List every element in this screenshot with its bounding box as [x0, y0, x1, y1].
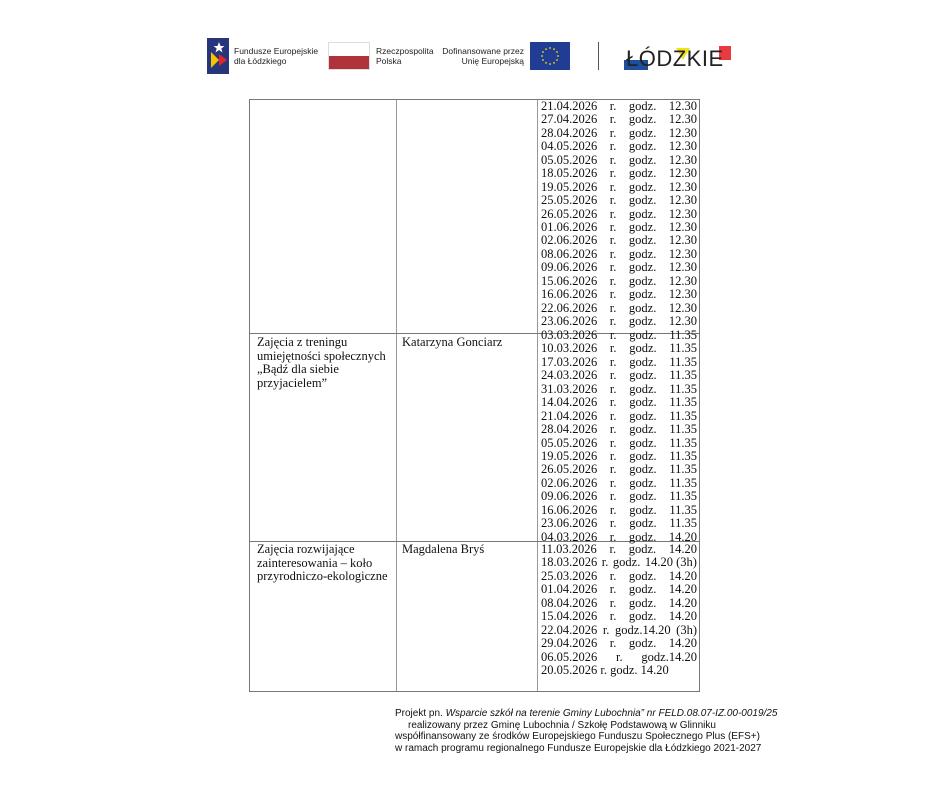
year-abbrev: r. [609, 300, 617, 315]
date-entry [541, 423, 697, 436]
year-abbrev: r. [609, 246, 617, 261]
date-value: 21.04.2026 [541, 99, 598, 113]
date-value: 08.04.2026 [541, 595, 598, 610]
time-value: 11.35 [669, 395, 697, 410]
time-label: godz. [628, 219, 657, 234]
time-label: godz. [628, 260, 657, 275]
date-entry [541, 181, 697, 194]
teacher-cell: Magdalena Bryś [402, 542, 485, 556]
time-label: godz. [628, 273, 657, 288]
rp-logo-text [376, 46, 434, 66]
year-abbrev: r. [609, 516, 617, 531]
time-label: godz. [628, 595, 657, 610]
time-value: 11.35 [669, 489, 697, 504]
eu-flag-icon [530, 42, 570, 70]
date-value: 02.06.2026 [541, 233, 598, 248]
year-abbrev: r. [609, 381, 617, 396]
time-value: 12.30 [668, 112, 697, 127]
schedule-table [249, 99, 700, 692]
date-value: 28.04.2026 [541, 125, 598, 140]
year-abbrev: r. [609, 609, 617, 624]
date-value: 17.03.2026 [541, 354, 598, 369]
time-value: 14.20 [668, 542, 697, 556]
time-value: 12.30 [668, 193, 697, 208]
time-value: 14.20 [668, 529, 697, 544]
fe-line2: dla Łódzkiego [234, 56, 287, 66]
time-label: godz.14.20 [615, 622, 671, 637]
date-value: 19.05.2026 [541, 179, 598, 194]
fundusze-europejskie-logo-icon [207, 38, 229, 74]
date-entry [541, 167, 697, 180]
year-abbrev: r. [609, 448, 617, 463]
year-abbrev: r. [609, 179, 617, 194]
date-entry [541, 154, 697, 167]
date-entry [541, 127, 697, 140]
column-divider [396, 100, 397, 691]
date-entry [541, 288, 697, 301]
date-value: 10.03.2026 [541, 341, 598, 356]
dof-line1: Dofinansowane przez [442, 46, 524, 56]
time-label: godz. [628, 139, 657, 154]
activity-line: Zajęcia rozwijające [257, 542, 355, 556]
date-entry [541, 396, 697, 409]
date-entry [541, 556, 697, 569]
date-entry [541, 624, 697, 637]
time-label: godz. [629, 502, 657, 517]
year-abbrev: r. [609, 260, 617, 275]
date-value: 28.04.2026 [541, 422, 598, 437]
time-label: godz. [629, 328, 657, 342]
date-entry [541, 100, 697, 113]
teacher-cell: Katarzyna Gonciarz [402, 335, 503, 349]
time-value: 12.30 [668, 125, 697, 140]
year-abbrev: r. [609, 636, 617, 651]
year-abbrev: r. [609, 219, 617, 234]
date-value: 22.04.2026 [541, 622, 598, 637]
time-label: godz. [629, 422, 657, 437]
date-value: 18.03.2026 [541, 555, 598, 570]
polish-flag-icon [328, 42, 370, 70]
year-abbrev: r. [609, 489, 617, 504]
date-entry [541, 261, 697, 274]
project-footer [395, 708, 777, 754]
time-value: 12.30 [668, 179, 697, 194]
time-value: 12.30 [668, 99, 697, 113]
date-value: 14.04.2026 [541, 395, 598, 410]
year-abbrev: r. [609, 328, 617, 342]
year-abbrev: r. [609, 206, 617, 221]
time-label: godz. [628, 636, 657, 651]
activity-line: zainteresowania – koło [257, 555, 373, 570]
time-value: 14.20 [668, 609, 697, 624]
year-abbrev: r. [609, 408, 617, 423]
date-value: 01.06.2026 [541, 219, 598, 234]
time-label: godz. [628, 542, 657, 556]
date-entry [541, 315, 697, 328]
time-value: (3h) [676, 622, 697, 637]
date-value: 08.06.2026 [541, 246, 598, 261]
date-entry [541, 664, 697, 677]
year-abbrev: r. [609, 462, 617, 477]
date-entry [541, 342, 697, 355]
year-abbrev: r. [609, 273, 617, 288]
year-abbrev: r. [609, 582, 617, 597]
time-value: 12.30 [668, 166, 697, 181]
time-value: 14.20 [668, 595, 697, 610]
rp-line2: Polska [376, 56, 402, 66]
time-value: 12.30 [668, 273, 697, 288]
year-abbrev: r. [609, 99, 617, 113]
date-value: 18.05.2026 [541, 166, 598, 181]
time-value: 14.20 [668, 568, 697, 583]
time-label: godz. [628, 112, 657, 127]
date-entry [541, 437, 697, 450]
date-entry [541, 302, 697, 315]
time-label: godz. [629, 516, 657, 531]
lodzkie-logo-icon [624, 40, 734, 72]
year-abbrev: r. [609, 139, 617, 154]
date-value: 31.03.2026 [541, 381, 598, 396]
dates-cell-row-3 [541, 543, 697, 677]
time-label: godz. [628, 99, 657, 113]
date-value: 19.05.2026 [541, 448, 598, 463]
column-divider [537, 100, 538, 691]
date-entry [541, 383, 697, 396]
footer-line-1 [395, 708, 777, 720]
time-label: godz. [628, 152, 657, 167]
time-value: 11.35 [669, 408, 697, 423]
year-abbrev: r. [609, 395, 617, 410]
year-abbrev: r. [609, 166, 617, 181]
time-label: godz. [628, 233, 657, 248]
time-value: 12.30 [668, 233, 697, 248]
date-value: 26.05.2026 [541, 462, 598, 477]
date-value: 01.04.2026 [541, 582, 598, 597]
time-label: godz. [628, 314, 657, 328]
time-value: 11.35 [669, 502, 697, 517]
eu-cofinanced-text [430, 46, 524, 66]
project-title: Wsparcie szkół na terenie Gminy Lubochnia” nr FELD.08.07-IZ.00-0019/25 [445, 708, 778, 719]
footer-line-4: w ramach programu regionalnego Fundusze Europejskie dla Łódzkiego 2021-2027 [395, 742, 762, 754]
year-abbrev: r. [609, 314, 617, 328]
time-label: godz. [629, 462, 657, 477]
activity-line: Zajęcia z treningu [257, 335, 348, 349]
year-abbrev: r. [609, 475, 617, 490]
logo-divider [598, 42, 599, 70]
date-value: 11.03.2026 [541, 542, 597, 556]
time-value: 11.35 [669, 435, 697, 450]
year-abbrev: r. [609, 193, 617, 208]
time-label: godz. [628, 166, 657, 181]
activity-cell [257, 336, 395, 390]
date-value: 20.05.2026 r. godz. 14.20 [541, 662, 669, 677]
time-label: godz. [628, 300, 657, 315]
date-entry [541, 113, 697, 126]
time-value: 14.20 [668, 636, 697, 651]
date-entry [541, 221, 697, 234]
date-value: 21.04.2026 [541, 408, 598, 423]
fe-logo-text [234, 46, 318, 66]
year-abbrev: r. [616, 649, 623, 664]
time-label: godz. [629, 341, 657, 356]
activity-line: przyjacielem” [257, 375, 328, 390]
date-entry [541, 570, 697, 583]
date-value: 04.03.2026 [541, 529, 598, 544]
date-value: 09.06.2026 [541, 260, 598, 275]
dates-cell-row-2 [541, 329, 697, 544]
date-value: 22.06.2026 [541, 300, 598, 315]
date-entry [541, 234, 697, 247]
time-label: godz. [628, 609, 657, 624]
year-abbrev: r. [609, 287, 617, 302]
date-entry [541, 517, 697, 530]
year-abbrev: r. [609, 568, 617, 583]
date-value: 24.03.2026 [541, 368, 598, 383]
year-abbrev: r. [609, 502, 617, 517]
time-value: 12.30 [668, 300, 697, 315]
dates-cell-row-1 [541, 100, 697, 328]
time-value: 12.30 [668, 152, 697, 167]
time-label: godz.14.20 [641, 649, 697, 664]
date-entry [541, 356, 697, 369]
time-value: 11.35 [669, 448, 697, 463]
date-value: 02.06.2026 [541, 475, 598, 490]
year-abbrev: r. [609, 435, 617, 450]
time-value: 12.30 [668, 139, 697, 154]
time-label: godz. [612, 555, 641, 570]
time-label: godz. [629, 448, 657, 463]
activity-line: „Bądź dla siebie [257, 362, 339, 376]
date-entry [541, 583, 697, 596]
date-entry [541, 248, 697, 261]
time-label: godz. [628, 582, 657, 597]
year-abbrev: r. [609, 152, 617, 167]
year-abbrev: r. [609, 595, 617, 610]
time-value: 12.30 [668, 260, 697, 275]
date-entry [541, 194, 697, 207]
footer-line-2: realizowany przez Gminę Lubochnia / Szkołę Podstawową w Glinniku [408, 719, 716, 731]
date-entry [541, 450, 697, 463]
date-entry [541, 477, 697, 490]
time-value: 11.35 [669, 516, 697, 531]
time-value: 14.20 [668, 582, 697, 597]
time-label: godz. [628, 179, 657, 194]
date-entry [541, 208, 697, 221]
date-value: 23.06.2026 [541, 314, 598, 328]
year-abbrev: r. [609, 422, 617, 437]
year-abbrev: r. [609, 542, 617, 556]
header-logos [0, 0, 940, 90]
time-value: 11.35 [669, 381, 697, 396]
time-label: godz. [628, 193, 657, 208]
year-abbrev: r. [609, 233, 617, 248]
time-label: godz. [629, 381, 657, 396]
time-value: 11.35 [669, 328, 697, 342]
date-entry [541, 637, 697, 650]
time-label: godz. [628, 287, 657, 302]
date-entry [541, 275, 697, 288]
date-entry [541, 463, 697, 476]
dof-line2: Unię Europejską [461, 56, 524, 66]
activity-line: przyrodniczo-ekologiczne [257, 569, 388, 583]
svg-text:ŁÓDZKIE: ŁÓDZKIE [626, 46, 724, 71]
time-label: godz. [629, 489, 657, 504]
year-abbrev: r. [609, 112, 617, 127]
date-value: 06.05.2026 [541, 649, 598, 664]
date-value: 05.05.2026 [541, 152, 598, 167]
date-value: 29.04.2026 [541, 636, 598, 651]
date-value: 05.05.2026 [541, 435, 598, 450]
date-value: 15.04.2026 [541, 609, 598, 624]
date-value: 27.04.2026 [541, 112, 598, 127]
time-label: godz. [629, 475, 657, 490]
date-value: 25.03.2026 [541, 568, 598, 583]
year-abbrev: r. [609, 368, 617, 383]
date-value: 09.06.2026 [541, 489, 598, 504]
activity-line: umiejętności społecznych [257, 348, 386, 363]
rp-line1: Rzeczpospolita [376, 46, 434, 56]
date-value: 23.06.2026 [541, 516, 598, 531]
year-abbrev: r. [609, 529, 617, 544]
time-value: 14.20 (3h) [644, 555, 697, 570]
time-label: godz. [628, 529, 657, 544]
date-value: 03.03.2026 [541, 328, 598, 342]
fe-line1: Fundusze Europejskie [234, 46, 319, 56]
time-value: 12.30 [668, 206, 697, 221]
time-label: godz. [628, 246, 657, 261]
date-value: 16.06.2026 [541, 287, 598, 302]
year-abbrev: r. [601, 555, 609, 570]
date-value: 15.06.2026 [541, 273, 598, 288]
year-abbrev: r. [609, 341, 617, 356]
time-label: godz. [628, 125, 657, 140]
year-abbrev: r. [602, 622, 610, 637]
date-entry [541, 597, 697, 610]
time-label: godz. [628, 206, 657, 221]
date-entry [541, 490, 697, 503]
year-abbrev: r. [609, 125, 617, 140]
date-entry [541, 410, 697, 423]
time-label: godz. [629, 408, 657, 423]
time-label: godz. [628, 568, 657, 583]
date-value: 26.05.2026 [541, 206, 598, 221]
date-value: 04.05.2026 [541, 139, 598, 154]
date-entry [541, 369, 697, 382]
date-value: 25.05.2026 [541, 193, 598, 208]
time-value: 11.35 [669, 354, 697, 369]
date-entry [541, 610, 697, 623]
year-abbrev: r. [609, 354, 617, 369]
date-entry [541, 504, 697, 517]
date-entry [541, 543, 697, 556]
time-value: 11.35 [669, 368, 697, 383]
time-value: 12.30 [668, 287, 697, 302]
time-label: godz. [629, 435, 657, 450]
time-value: 12.30 [668, 314, 697, 328]
time-value: 11.35 [669, 475, 697, 490]
date-value: 16.06.2026 [541, 502, 598, 517]
date-entry [541, 329, 697, 342]
time-value: 11.35 [669, 341, 697, 356]
time-value: 11.35 [669, 422, 697, 437]
date-entry [541, 140, 697, 153]
time-label: godz. [629, 395, 657, 410]
time-label: godz. [629, 354, 657, 369]
time-label: godz. [629, 368, 657, 383]
footer-line-3: współfinansowany ze środków Europejskiego Funduszu Społecznego Plus (EFS+) [395, 731, 760, 743]
footer-prefix: Projekt pn. [395, 708, 446, 719]
time-value: 12.30 [668, 219, 697, 234]
time-value: 11.35 [669, 462, 697, 477]
time-value: 12.30 [668, 246, 697, 261]
activity-cell [257, 543, 395, 584]
date-entry [541, 651, 697, 664]
